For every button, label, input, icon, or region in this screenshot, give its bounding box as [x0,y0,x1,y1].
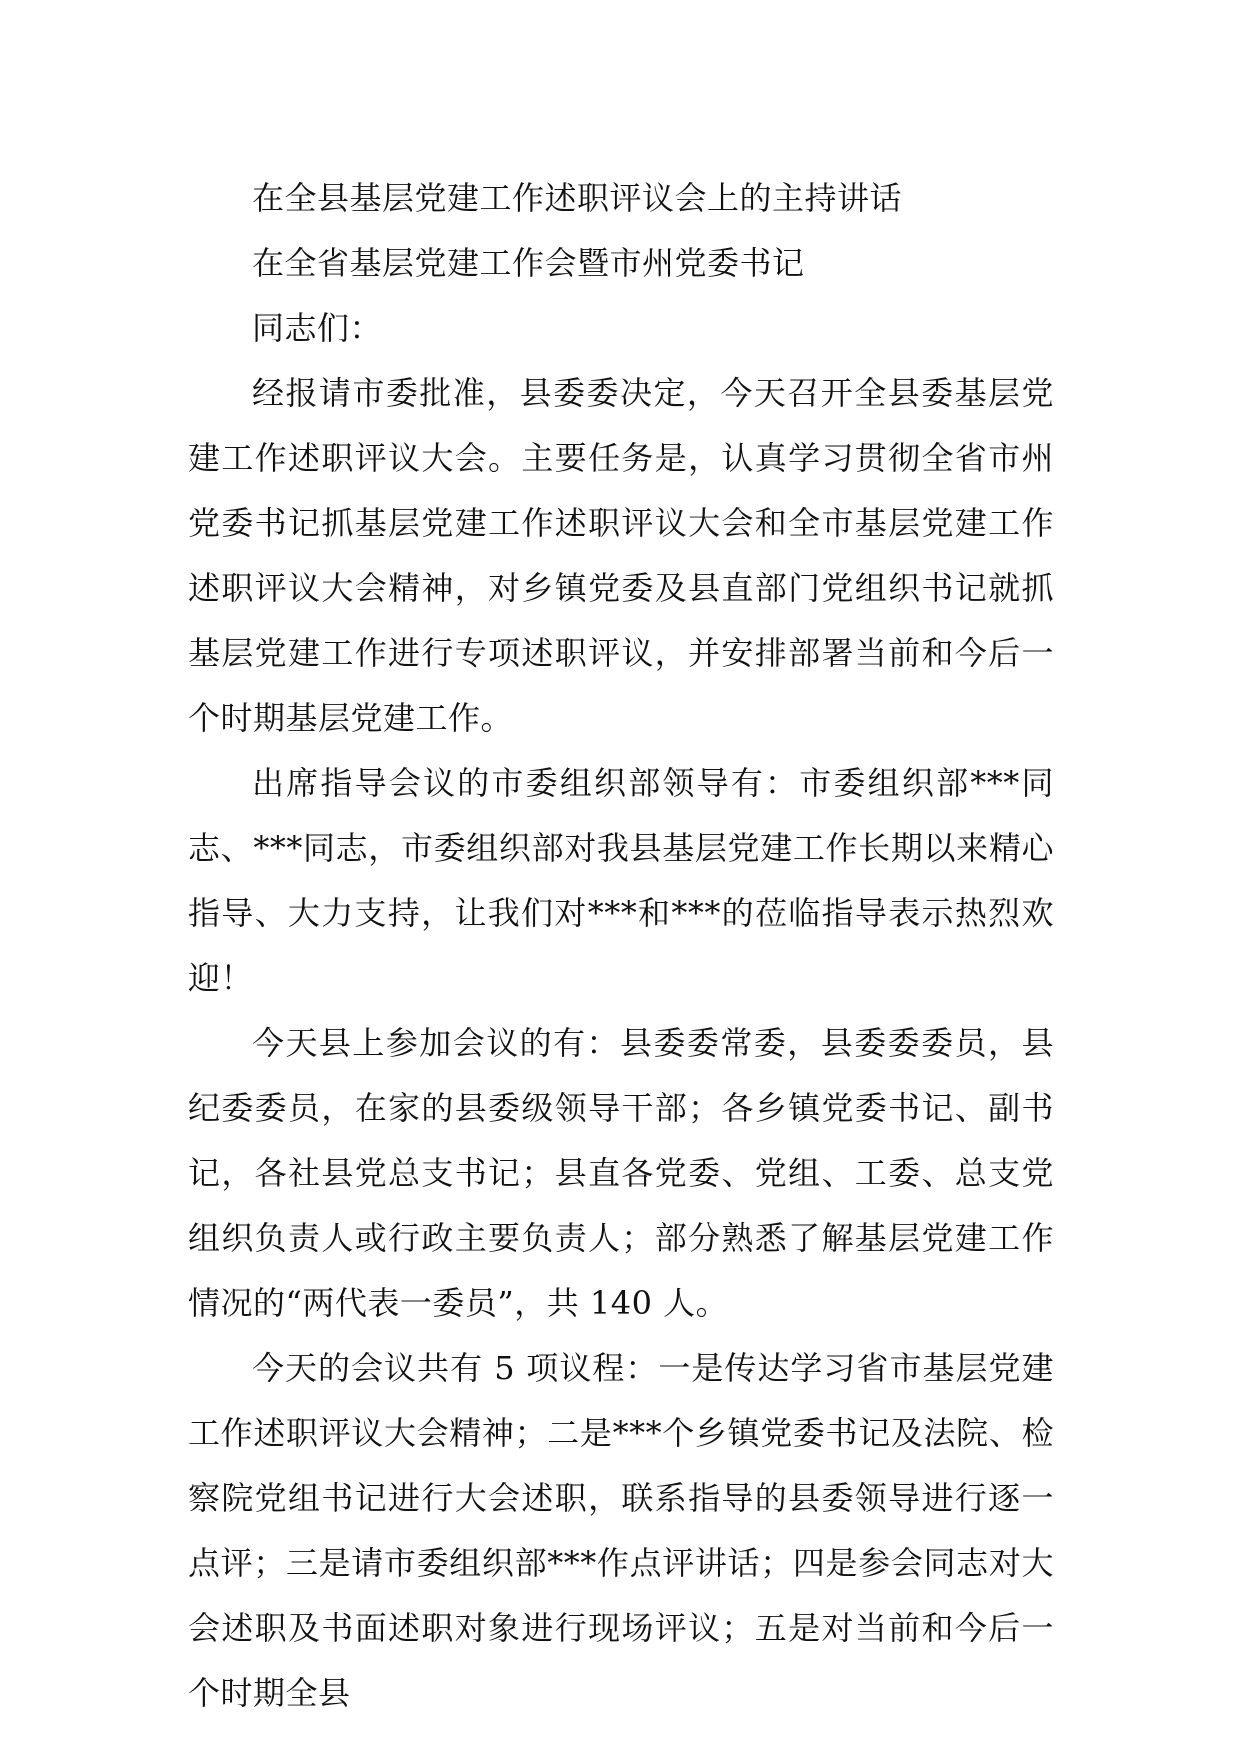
document-body [188,166,1054,1726]
paragraph: 今天的会议共有 5 项议程：一是传达学习省市基层党建工作述职评议大会精神；二是***个乡镇党委书记及法院、检察院党组书记进行大会述职，联系指导的县委领导进行逐一点评；三是请市委组织部***作点评讲话；四是参会同志对大会述职及书面述职对象进行现场评议；五是对当前和今后一个时期全县 [188,1349,1054,1712]
paragraph: 出席指导会议的市委组织部领导有：市委组织部***同志、***同志，市委组织部对我县基层党建工作长期以来精心指导、大力支持，让我们对***和***的莅临指导表示热烈欢迎！ [188,764,1054,997]
document-title: 在全县基层党建工作述职评议会上的主持讲话 [252,179,903,217]
document-subtitle: 在全省基层党建工作会暨市州党委书记 [252,244,805,282]
salutation: 同志们： [252,309,383,347]
paragraph: 今天县上参加会议的有：县委委常委，县委委委员，县纪委委员，在家的县委级领导干部；各乡镇党委书记、副书记，各社县党总支书记；县直各党委、党组、工委、总支党组织负责人或行政主要负责人；部分熟悉了解基层党建工作情况的“两代表一委员”，共 140 人。 [188,1024,1054,1322]
paragraph: 经报请市委批准，县委委决定，今天召开全县委基层党建工作述职评议大会。主要任务是，认真学习贯彻全省市州党委书记抓基层党建工作述职评议大会和全市基层党建工作述职评议大会精神，对乡镇党委及县直部门党组织书记就抓基层党建工作进行专项述职评议，并安排部署当前和今后一个时期基层党建工作。 [188,374,1054,737]
